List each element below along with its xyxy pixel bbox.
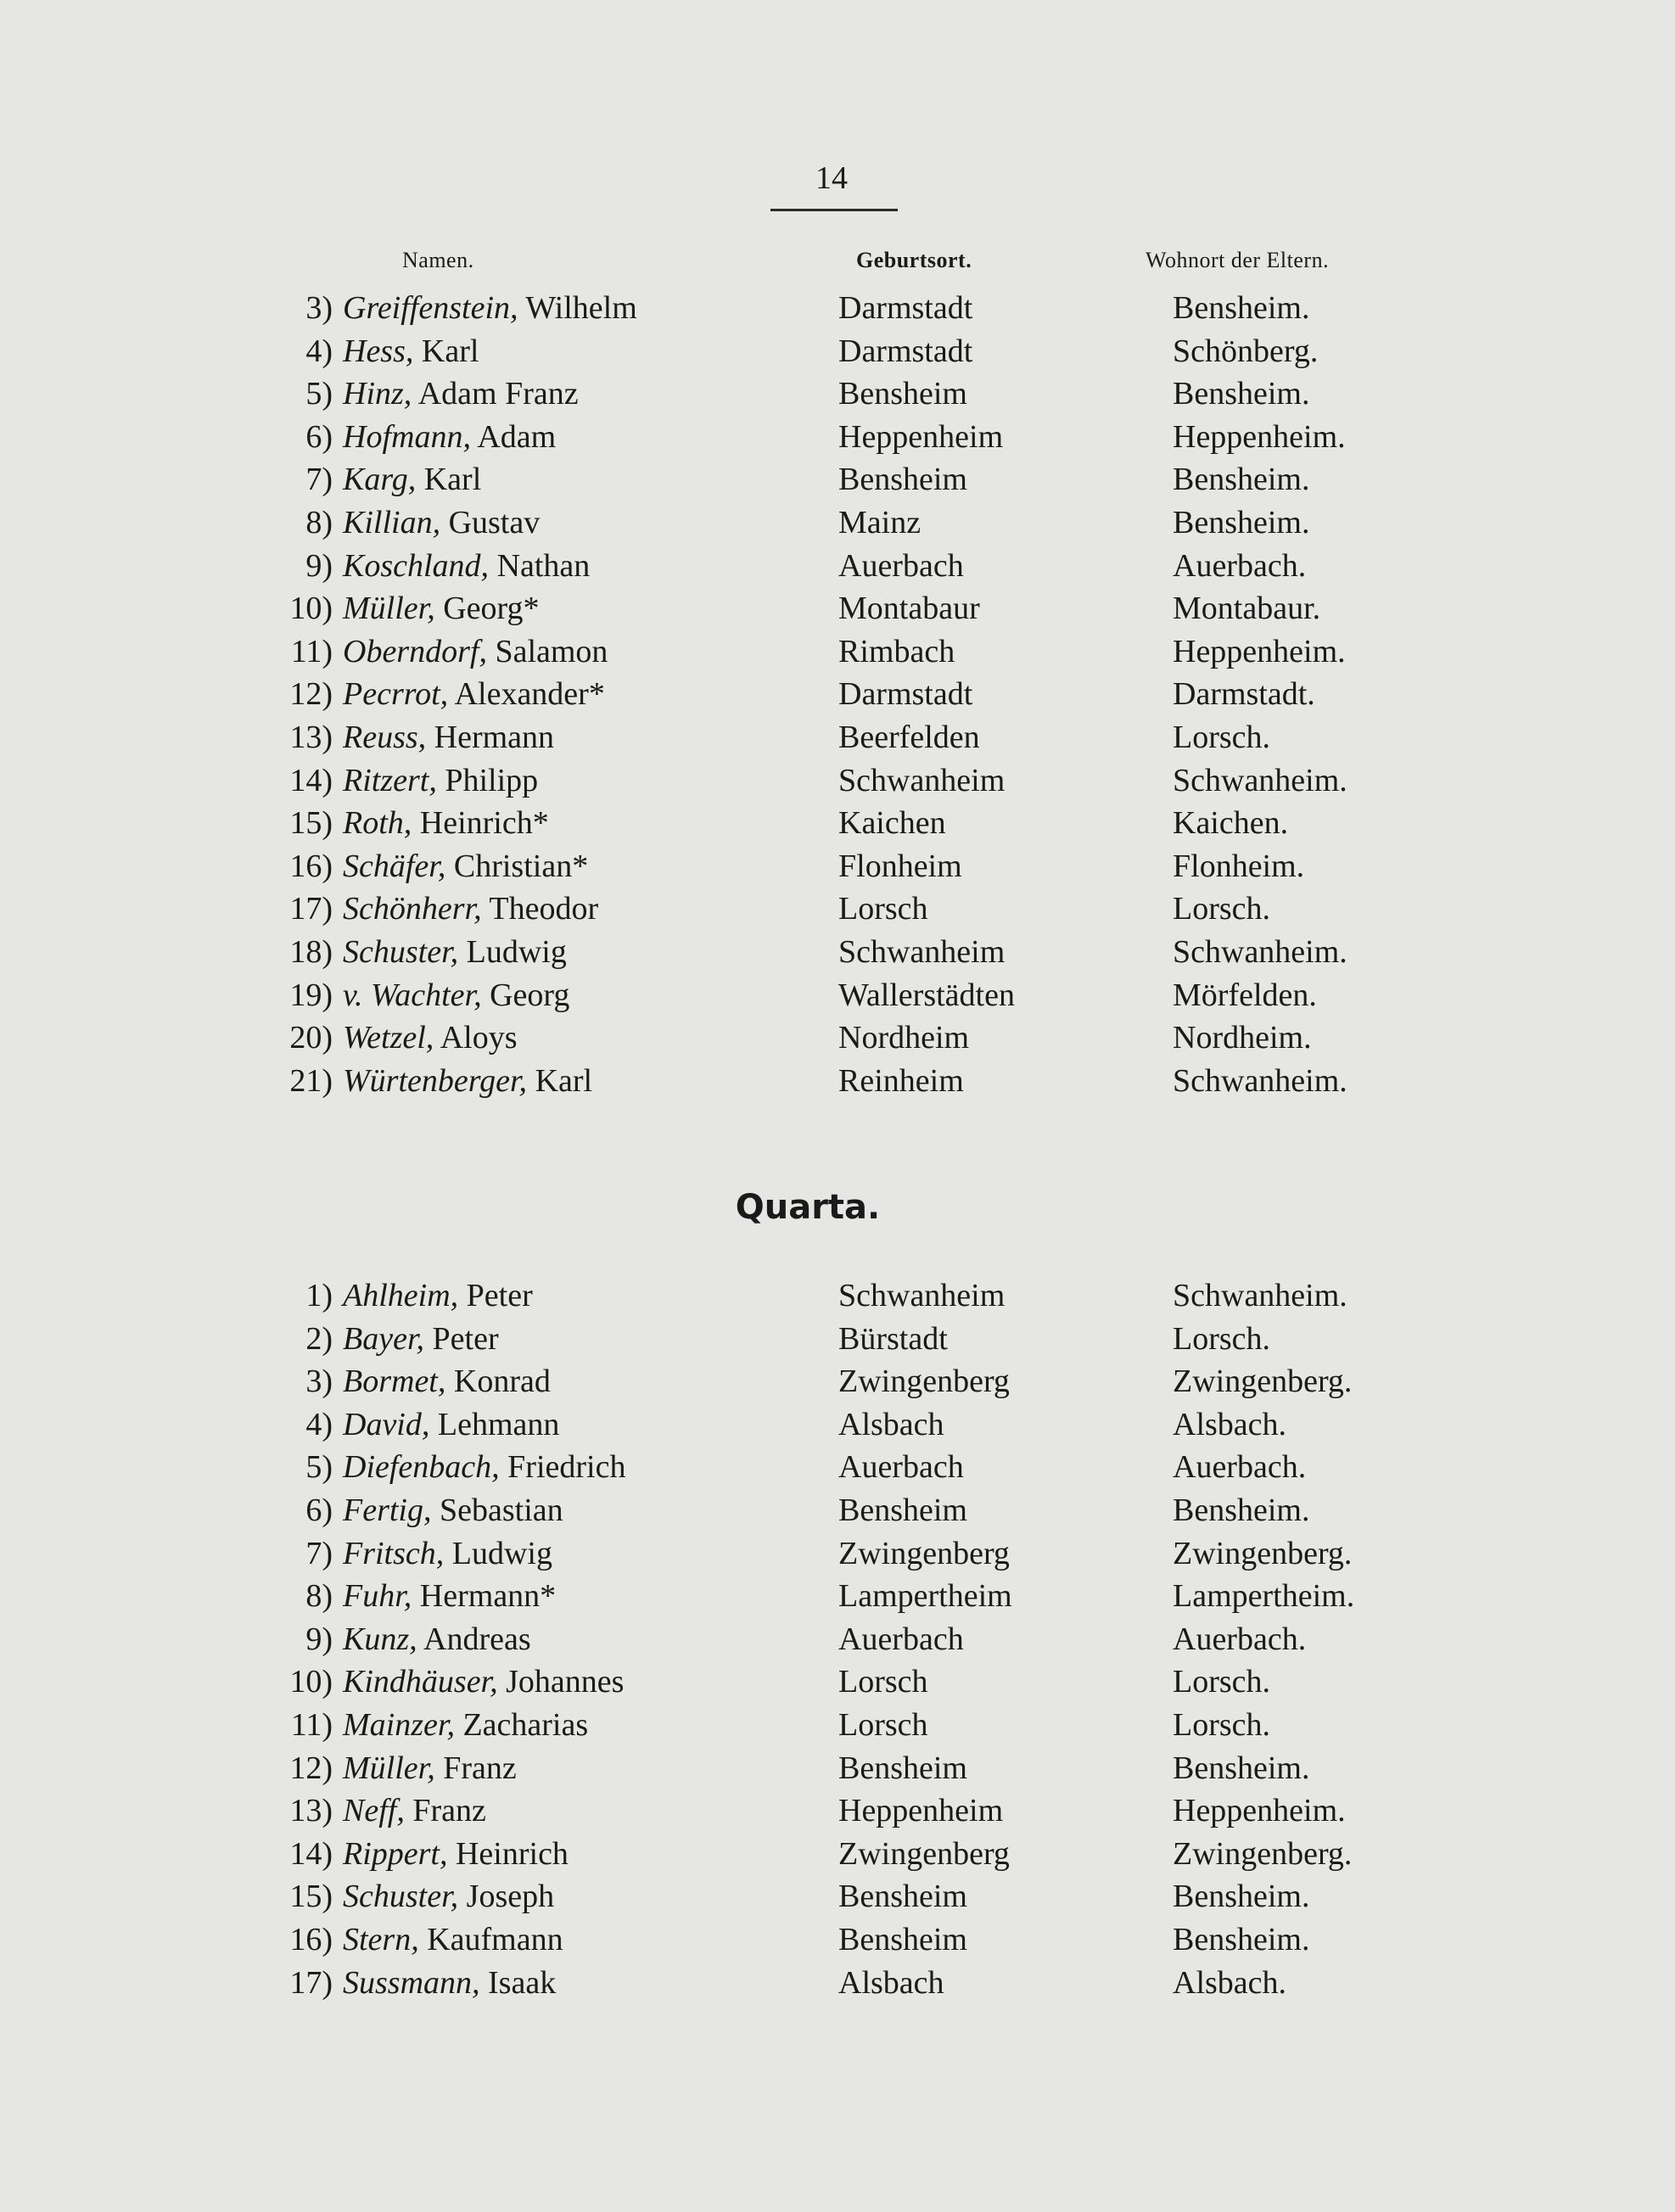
birthplace-cell: Bürstadt xyxy=(838,1320,948,1357)
student-surname: Schuster, xyxy=(343,1879,459,1915)
student-surname: Ahlheim, xyxy=(343,1278,459,1313)
student-given-name: Adam Franz xyxy=(412,376,579,412)
student-surname: Hinz, xyxy=(343,376,412,412)
student-given-name: Isaak xyxy=(479,1964,557,2001)
birthplace-cell: Zwingenberg xyxy=(838,1835,1010,1872)
student-given-name: Georg* xyxy=(434,591,540,627)
row-number: 11) xyxy=(290,1706,333,1743)
student-surname: David, xyxy=(343,1406,430,1442)
student-given-name: Heinrich xyxy=(447,1835,569,1872)
row-number: 5) xyxy=(305,1449,333,1486)
student-given-name: Karl xyxy=(416,462,482,498)
student-surname: Pecrrot, xyxy=(343,676,449,713)
residence-cell: Bensheim. xyxy=(1173,1492,1310,1528)
birthplace-cell: Schwanheim xyxy=(838,933,1006,970)
student-given-name: Theodor xyxy=(481,891,599,927)
student-given-name: Gustav xyxy=(440,504,541,540)
birthplace-cell: Heppenheim xyxy=(838,1793,1004,1829)
student-name xyxy=(343,501,540,544)
student-name xyxy=(343,974,569,1016)
row-number: 17) xyxy=(289,891,333,927)
residence-cell: Auerbach. xyxy=(1173,1449,1307,1486)
student-surname: Kunz, xyxy=(343,1621,417,1657)
student-given-name: Christian* xyxy=(445,848,589,884)
residence-cell: Schwanheim. xyxy=(1173,1062,1347,1099)
row-number: 3) xyxy=(305,1364,333,1400)
residence-cell: Auerbach. xyxy=(1173,1621,1307,1657)
residence-cell: Darmstadt. xyxy=(1173,676,1315,713)
student-name xyxy=(343,716,554,759)
residence-cell: Flonheim. xyxy=(1173,848,1305,884)
row-number: 13) xyxy=(289,719,333,755)
birthplace-cell: Heppenheim xyxy=(838,418,1004,455)
student-given-name: Franz xyxy=(404,1793,486,1829)
student-given-name: Nathan xyxy=(489,547,591,584)
residence-cell: Lorsch. xyxy=(1173,1664,1271,1700)
residence-cell: Bensheim. xyxy=(1173,1750,1310,1786)
student-given-name: Alexander* xyxy=(448,676,605,713)
student-surname: Schönherr, xyxy=(343,891,482,927)
student-name xyxy=(343,1016,518,1059)
birthplace-cell: Lorsch xyxy=(838,891,928,927)
row-number: 5) xyxy=(305,376,333,412)
row-number: 13) xyxy=(289,1793,333,1829)
residence-cell: Montabaur. xyxy=(1173,591,1321,627)
student-given-name: Salamon xyxy=(486,633,608,669)
student-given-name: Heinrich* xyxy=(412,805,549,842)
student-given-name: Johannes xyxy=(497,1664,625,1700)
birthplace-cell: Bensheim xyxy=(838,462,967,498)
residence-cell: Lampertheim. xyxy=(1173,1578,1355,1615)
row-number: 12) xyxy=(289,676,333,713)
student-name xyxy=(343,1747,517,1789)
birthplace-cell: Alsbach xyxy=(838,1964,944,2001)
birthplace-cell: Schwanheim xyxy=(838,1278,1006,1313)
student-surname: Ritzert, xyxy=(343,762,437,798)
birthplace-cell: Darmstadt xyxy=(838,676,973,713)
birthplace-cell: Bensheim xyxy=(838,1879,967,1915)
student-surname: Würtenberger, xyxy=(343,1062,528,1099)
student-given-name: Hermann* xyxy=(412,1578,557,1615)
row-number: 4) xyxy=(305,1406,333,1442)
header-name: Namen. xyxy=(402,248,474,272)
student-given-name: Andreas xyxy=(417,1621,531,1657)
student-surname: Sussmann, xyxy=(343,1964,480,2001)
student-surname: Rippert, xyxy=(343,1835,448,1872)
birthplace-cell: Kaichen xyxy=(838,805,946,842)
student-name xyxy=(343,416,556,458)
student-surname: Killian, xyxy=(343,504,441,540)
student-name xyxy=(343,1618,531,1660)
student-name xyxy=(343,1704,588,1746)
student-given-name: Ludwig xyxy=(458,933,567,970)
student-surname: Bayer, xyxy=(343,1320,425,1357)
row-number: 10) xyxy=(289,591,333,627)
student-given-name: Peter xyxy=(458,1278,533,1313)
row-number: 9) xyxy=(305,547,333,584)
student-surname: Hofmann, xyxy=(343,418,471,455)
row-number: 12) xyxy=(289,1750,333,1786)
student-surname: Reuss, xyxy=(343,719,427,755)
section-title-quarta: Quarta. xyxy=(735,1188,881,1227)
row-number: 1) xyxy=(305,1278,333,1313)
student-surname: Fuhr, xyxy=(343,1578,412,1615)
row-number: 20) xyxy=(289,1020,333,1056)
student-surname: Diefenbach, xyxy=(343,1449,500,1486)
residence-cell: Bensheim. xyxy=(1173,290,1310,326)
row-number: 17) xyxy=(289,1964,333,2001)
student-given-name: Ludwig xyxy=(444,1535,552,1571)
birthplace-cell: Zwingenberg xyxy=(838,1364,1010,1400)
birthplace-cell: Bensheim xyxy=(838,376,967,412)
birthplace-cell: Flonheim xyxy=(838,848,962,884)
student-given-name: Kaufmann xyxy=(418,1921,563,1957)
birthplace-cell: Alsbach xyxy=(838,1406,944,1442)
header-birthplace: Geburtsort. xyxy=(856,248,972,272)
student-name xyxy=(343,1446,625,1488)
birthplace-cell: Nordheim xyxy=(838,1020,970,1056)
row-number: 11) xyxy=(290,633,333,669)
birthplace-cell: Mainz xyxy=(838,504,922,540)
residence-cell: Bensheim. xyxy=(1173,1879,1310,1915)
residence-cell: Auerbach. xyxy=(1173,547,1307,584)
student-given-name: Karl xyxy=(527,1062,593,1099)
student-surname: Fritsch, xyxy=(343,1535,445,1571)
birthplace-cell: Rimbach xyxy=(838,633,955,669)
row-number: 7) xyxy=(305,1535,333,1571)
residence-cell: Schönberg. xyxy=(1173,333,1319,369)
student-surname: Fertig, xyxy=(343,1492,432,1528)
birthplace-cell: Bensheim xyxy=(838,1750,967,1786)
birthplace-cell: Wallerstädten xyxy=(838,977,1015,1013)
student-name xyxy=(343,1962,556,2004)
birthplace-cell: Auerbach xyxy=(838,547,964,584)
row-number: 10) xyxy=(289,1664,333,1700)
birthplace-cell: Bensheim xyxy=(838,1921,967,1957)
student-name xyxy=(343,802,549,844)
student-name xyxy=(343,1318,499,1360)
student-name xyxy=(343,458,481,501)
student-given-name: Franz xyxy=(434,1750,517,1786)
row-number: 7) xyxy=(305,462,333,498)
student-surname: Schuster, xyxy=(343,933,459,970)
row-number: 6) xyxy=(305,1492,333,1528)
student-surname: Karg, xyxy=(343,462,417,498)
birthplace-cell: Reinheim xyxy=(838,1062,964,1099)
student-name xyxy=(343,287,637,329)
student-given-name: Philipp xyxy=(436,762,539,798)
row-number: 15) xyxy=(289,805,333,842)
birthplace-cell: Montabaur xyxy=(838,591,980,627)
student-given-name: Karl xyxy=(413,333,479,369)
student-name xyxy=(343,1274,533,1317)
page-number-rule xyxy=(770,209,898,211)
student-surname: Bormet, xyxy=(343,1364,446,1400)
row-number: 21) xyxy=(289,1062,333,1099)
birthplace-cell: Auerbach xyxy=(838,1449,964,1486)
birthplace-cell: Beerfelden xyxy=(838,719,980,755)
student-name xyxy=(343,1360,551,1403)
row-number: 18) xyxy=(289,933,333,970)
student-given-name: Hermann xyxy=(426,719,555,755)
student-name xyxy=(343,888,598,930)
student-given-name: Lehmann xyxy=(429,1406,560,1442)
student-given-name: Joseph xyxy=(458,1879,555,1915)
student-given-name: Friedrich xyxy=(499,1449,626,1486)
student-surname: Müller, xyxy=(343,1750,435,1786)
residence-cell: Schwanheim. xyxy=(1173,762,1347,798)
residence-cell: Schwanheim. xyxy=(1173,1278,1347,1313)
row-number: 16) xyxy=(289,1921,333,1957)
residence-cell: Lorsch. xyxy=(1173,1706,1271,1743)
residence-cell: Mörfelden. xyxy=(1173,977,1317,1013)
residence-cell: Bensheim. xyxy=(1173,376,1310,412)
row-number: 2) xyxy=(305,1320,333,1357)
page-number: 14 xyxy=(815,160,848,196)
birthplace-cell: Lorsch xyxy=(838,1664,928,1700)
student-surname: Hess, xyxy=(343,333,414,369)
residence-cell: Lorsch. xyxy=(1173,891,1271,927)
row-number: 14) xyxy=(289,1835,333,1872)
residence-cell: Heppenheim. xyxy=(1173,1793,1346,1829)
birthplace-cell: Darmstadt xyxy=(838,333,973,369)
student-surname: Roth, xyxy=(343,805,412,842)
row-number: 4) xyxy=(305,333,333,369)
student-given-name: Konrad xyxy=(445,1364,551,1400)
student-name xyxy=(343,845,588,888)
birthplace-cell: Schwanheim xyxy=(838,762,1006,798)
student-surname: Wetzel, xyxy=(343,1020,434,1056)
student-name xyxy=(343,1403,559,1446)
student-name xyxy=(343,1489,563,1532)
residence-cell: Lorsch. xyxy=(1173,1320,1271,1357)
residence-cell: Alsbach. xyxy=(1173,1406,1287,1442)
row-number: 9) xyxy=(305,1621,333,1657)
student-name xyxy=(343,1660,624,1703)
student-surname: Müller, xyxy=(343,591,435,627)
birthplace-cell: Lorsch xyxy=(838,1706,928,1743)
residence-cell: Nordheim. xyxy=(1173,1020,1312,1056)
row-number: 6) xyxy=(305,418,333,455)
student-name xyxy=(343,372,579,415)
student-surname: Stern, xyxy=(343,1921,419,1957)
residence-cell: Bensheim. xyxy=(1173,504,1310,540)
student-surname: v. Wachter, xyxy=(343,977,482,1013)
student-surname: Koschland, xyxy=(343,547,490,584)
student-name xyxy=(343,931,567,973)
birthplace-cell: Darmstadt xyxy=(838,290,973,326)
student-name xyxy=(343,1833,569,1875)
student-name xyxy=(343,1532,552,1575)
row-number: 19) xyxy=(289,977,333,1013)
row-number: 3) xyxy=(305,290,333,326)
student-name xyxy=(343,1575,556,1617)
student-name xyxy=(343,1875,554,1918)
student-name xyxy=(343,1789,486,1832)
residence-cell: Heppenheim. xyxy=(1173,633,1346,669)
student-name xyxy=(343,587,540,630)
residence-cell: Lorsch. xyxy=(1173,719,1271,755)
student-surname: Neff, xyxy=(343,1793,405,1829)
student-surname: Greiffenstein, xyxy=(343,290,518,326)
row-number: 14) xyxy=(289,762,333,798)
residence-cell: Schwanheim. xyxy=(1173,933,1347,970)
residence-cell: Alsbach. xyxy=(1173,1964,1287,2001)
header-residence: Wohnort der Eltern. xyxy=(1146,248,1330,272)
student-given-name: Aloys xyxy=(434,1020,518,1056)
student-given-name: Adam xyxy=(470,418,557,455)
student-given-name: Georg xyxy=(481,977,570,1013)
birthplace-cell: Auerbach xyxy=(838,1621,964,1657)
student-name xyxy=(343,1918,563,1961)
row-number: 8) xyxy=(305,1578,333,1615)
birthplace-cell: Bensheim xyxy=(838,1492,967,1528)
residence-cell: Kaichen. xyxy=(1173,805,1289,842)
student-name xyxy=(343,330,479,372)
student-surname: Oberndorf, xyxy=(343,633,487,669)
student-name xyxy=(343,545,590,587)
residence-cell: Heppenheim. xyxy=(1173,418,1346,455)
residence-cell: Zwingenberg. xyxy=(1173,1364,1353,1400)
birthplace-cell: Zwingenberg xyxy=(838,1535,1010,1571)
student-given-name: Peter xyxy=(424,1320,499,1357)
residence-cell: Zwingenberg. xyxy=(1173,1535,1353,1571)
student-given-name: Sebastian xyxy=(431,1492,563,1528)
student-given-name: Wilhelm xyxy=(518,290,637,326)
residence-cell: Bensheim. xyxy=(1173,1921,1310,1957)
student-name xyxy=(343,759,538,802)
student-given-name: Zacharias xyxy=(454,1706,589,1743)
residence-cell: Zwingenberg. xyxy=(1173,1835,1353,1872)
row-number: 8) xyxy=(305,504,333,540)
row-number: 15) xyxy=(289,1879,333,1915)
student-surname: Schäfer, xyxy=(343,848,446,884)
student-surname: Kindhäuser, xyxy=(343,1664,498,1700)
birthplace-cell: Lampertheim xyxy=(838,1578,1012,1615)
student-name xyxy=(343,673,605,715)
student-name xyxy=(343,630,608,673)
residence-cell: Bensheim. xyxy=(1173,462,1310,498)
row-number: 16) xyxy=(289,848,333,884)
student-name xyxy=(343,1060,592,1102)
student-surname: Mainzer, xyxy=(343,1706,455,1743)
